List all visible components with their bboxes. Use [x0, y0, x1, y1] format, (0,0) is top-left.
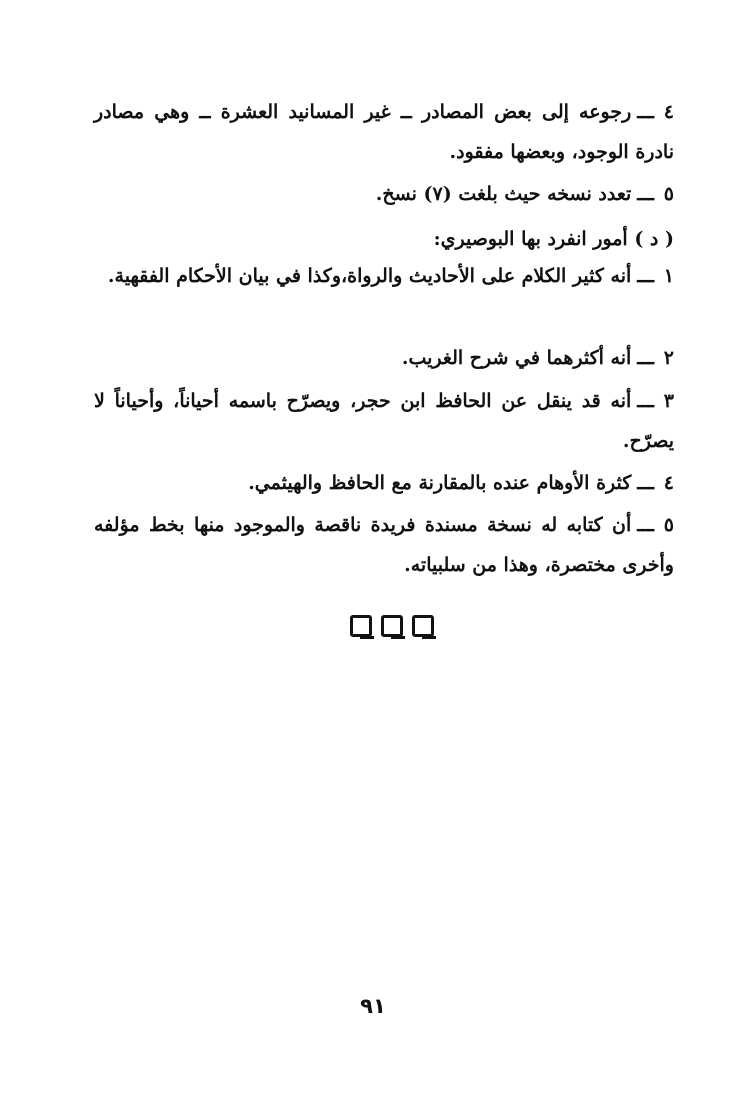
item-paragraph-d4 — [94, 463, 674, 503]
item-number: ٤ — [663, 472, 674, 494]
item-paragraph-d5 — [94, 505, 674, 585]
section-heading: ( د ) أمور انفرد بها البوصيري: — [433, 228, 674, 250]
item-paragraph-d2 — [94, 338, 674, 378]
body-text — [94, 174, 674, 214]
item-number: ٢ — [663, 347, 674, 369]
item-paragraph-d1 — [94, 256, 674, 296]
item-number: ٣ — [663, 390, 674, 412]
item-dash: ـــ — [637, 514, 654, 536]
body-text — [94, 92, 674, 172]
body-text — [94, 381, 674, 461]
item-text: أنه كثير الكلام على الأحاديث والرواة،وكذا في بيان الأحكام الفقهية. — [107, 265, 632, 287]
item-text: كثرة الأوهام عنده بالمقارنة مع الحافظ والهيثمي. — [248, 472, 632, 494]
body-text — [94, 463, 674, 503]
body-text — [94, 338, 674, 378]
item-text: تعدد نسخه حيث بلغت (٧) نسخ. — [375, 183, 632, 205]
body-text — [94, 256, 674, 296]
page-number: ٩١ — [360, 994, 386, 1018]
item-dash: ـــ — [637, 183, 654, 205]
item-dash: ـــ — [637, 347, 654, 369]
item-dash: ـــ — [637, 265, 654, 287]
item-number: ٤ — [663, 101, 674, 123]
item-paragraph-c4 — [94, 92, 674, 172]
body-text — [94, 219, 674, 259]
square-ornament-icon — [381, 615, 403, 637]
body-text — [94, 505, 674, 585]
item-text: أنه أكثرهما في شرح الغريب. — [401, 347, 632, 369]
square-ornament-icon — [412, 615, 434, 637]
item-paragraph-d3 — [94, 381, 674, 461]
item-dash: ـــ — [637, 390, 654, 412]
item-paragraph-c5 — [94, 174, 674, 214]
item-number: ٥ — [663, 514, 674, 536]
section-separator — [350, 615, 434, 637]
item-text: أن كتابه له نسخة مسندة فريدة ناقصة والموجود منها بخط مؤلفه وأخرى مختصرة، وهذا من سلبياته. — [94, 514, 674, 576]
item-number: ٥ — [663, 183, 674, 205]
item-text: رجوعه إلى بعض المصادر ــ غير المسانيد العشرة ــ وهي مصادر نادرة الوجود، وبعضها مفقود. — [94, 101, 674, 163]
item-dash: ـــ — [637, 472, 654, 494]
item-number: ١ — [663, 265, 674, 287]
item-text: أنه قد ينقل عن الحافظ ابن حجر، ويصرّح باسمه أحياناً، وأحياناً لا يصرّح. — [94, 390, 674, 452]
item-dash: ـــ — [637, 101, 654, 123]
square-ornament-icon — [350, 615, 372, 637]
